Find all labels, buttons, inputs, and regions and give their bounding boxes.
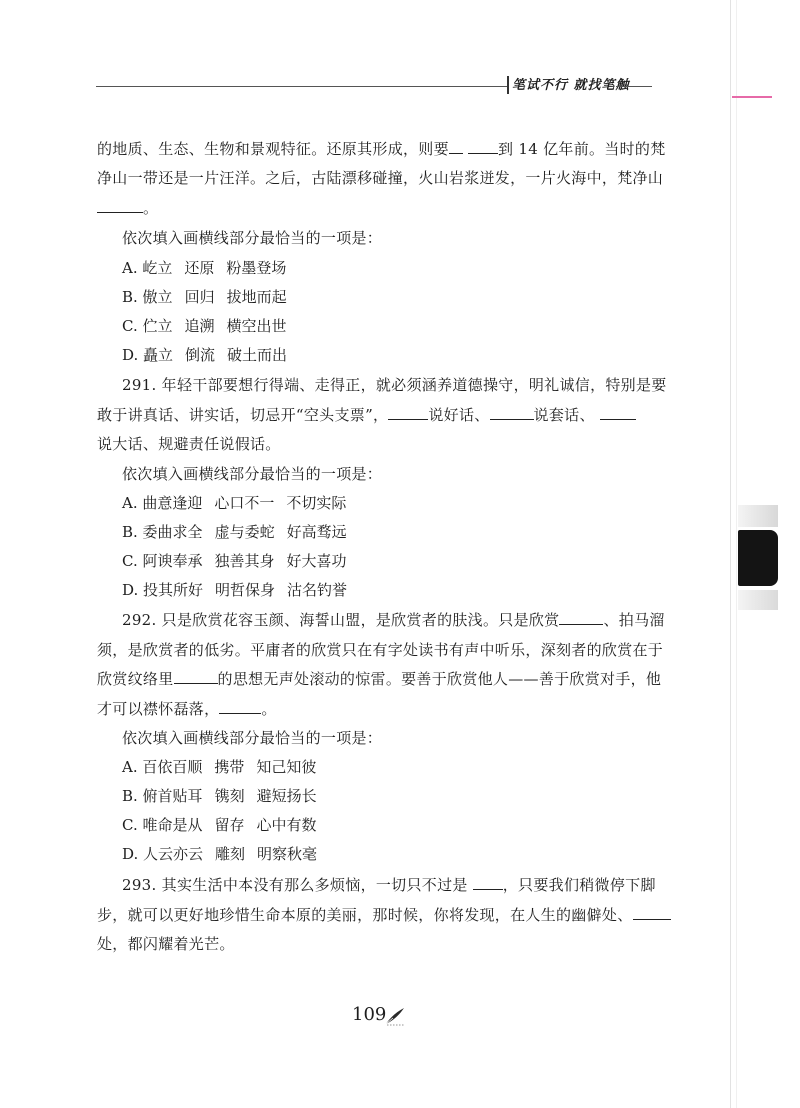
- option-word: 破土而出: [227, 346, 288, 364]
- option-a: [122, 494, 346, 512]
- fill-blank: [490, 406, 534, 420]
- fill-blank: [559, 611, 603, 625]
- question-prompt: 依次填入画横线部分最恰当的一项是：: [122, 229, 383, 247]
- text-segment: 说套话、: [533, 406, 595, 424]
- question-292-line: 须，是欣赏者的低劣。平庸者的欣赏只在有字处读书有声中听乐，深刻者的欣赏在于: [97, 641, 664, 659]
- question-293-line: [122, 876, 656, 894]
- text-segment: 说好话、: [428, 406, 490, 424]
- option-a: [122, 259, 286, 277]
- option-word: 留存: [214, 816, 245, 834]
- option-word: 追溯: [184, 317, 215, 335]
- fill-blank: [468, 140, 498, 154]
- text-segment: 、拍马溜: [603, 611, 665, 629]
- option-a: [122, 758, 316, 776]
- option-word: 还原: [184, 259, 215, 277]
- text-segment: ，只要我们稍微停下脚: [502, 876, 656, 894]
- option-d: [122, 845, 317, 863]
- option-word: 倒流: [185, 346, 216, 364]
- question-292-line: [122, 611, 665, 629]
- question-293-line: 处，都闪耀着光芒。: [97, 935, 235, 953]
- fill-blank: [388, 406, 428, 420]
- header-rule: [616, 86, 652, 87]
- option-word: 明哲保身: [215, 581, 276, 599]
- text-segment: 292. 只是欣赏花容玉颜、海誓山盟，是欣赏者的肤浅。只是欣赏: [122, 611, 560, 629]
- header-rule: [96, 86, 508, 87]
- fill-blank: [473, 876, 503, 890]
- option-word: 回归: [184, 288, 215, 306]
- option-word: C. 唯命是从: [122, 816, 203, 834]
- option-word: B. 委曲求全: [122, 523, 203, 541]
- page-edge-line: [730, 0, 731, 1108]
- question-292-line: [97, 670, 661, 688]
- fill-blank: [97, 199, 143, 213]
- text-segment: 。: [261, 700, 277, 718]
- option-word: 好高骛远: [286, 523, 347, 541]
- option-word: 避短扬长: [256, 787, 317, 805]
- option-d: [122, 581, 347, 599]
- option-word: 独善其身: [214, 552, 275, 570]
- question-291-line: 说大话、规避责任说假话。: [97, 435, 281, 453]
- option-word: 横空出世: [226, 317, 287, 335]
- question-291-line: 291. 年轻干部要想行得端、走得正，就必须涵养道德操守，明礼诚信，特别是要: [122, 376, 667, 394]
- question-291-line: [97, 406, 636, 424]
- text-segment: 的地质、生态、生物和景观特征。还原其形成，则要: [97, 140, 449, 158]
- option-word: C. 阿谀奉承: [122, 552, 203, 570]
- text-segment: 293. 其实生活中本没有那么多烦恼，一切只不过是: [122, 876, 468, 894]
- option-word: 明察秋毫: [257, 845, 318, 863]
- question-prompt: 依次填入画横线部分最恰当的一项是：: [122, 729, 383, 747]
- edge-shadow: [738, 505, 778, 527]
- pink-edge-mark: [732, 96, 772, 98]
- text-line: [97, 199, 158, 217]
- option-word: D. 人云亦云: [122, 845, 204, 863]
- option-word: 雕刻: [215, 845, 246, 863]
- page-edge-line: [736, 0, 737, 1108]
- option-word: 镌刻: [214, 787, 245, 805]
- text-line: [97, 140, 666, 158]
- option-word: B. 俯首贴耳: [122, 787, 203, 805]
- option-word: 心口不一: [214, 494, 275, 512]
- text-segment: 才可以襟怀磊落，: [97, 700, 220, 718]
- option-word: 心中有数: [256, 816, 317, 834]
- text-segment: 敢于讲真话、讲实话，切忌开“空头支票”，: [97, 406, 389, 424]
- text-segment: 步，就可以更好地珍惜生命本原的美丽，那时候，你将发现，在人生的幽僻处、: [97, 906, 633, 924]
- question-prompt: 依次填入画横线部分最恰当的一项是：: [122, 465, 383, 483]
- running-header: 笔试不行 就找笔触: [512, 78, 630, 93]
- page-number: 109: [352, 1004, 387, 1025]
- edge-shadow: [738, 590, 778, 610]
- header-divider: [507, 76, 509, 94]
- option-word: 知己知彼: [256, 758, 317, 776]
- option-word: 沽名钓誉: [287, 581, 348, 599]
- fill-blank: [600, 406, 636, 420]
- thumb-index-tab: [738, 530, 778, 586]
- option-b: [122, 787, 317, 805]
- option-b: [122, 523, 347, 541]
- option-c: [122, 552, 347, 570]
- option-word: A. 百依百顺: [122, 758, 203, 776]
- fill-blank: [633, 906, 671, 920]
- option-b: [122, 288, 287, 306]
- text-segment: 到 14 亿年前。当时的梵: [497, 140, 666, 158]
- question-293-line: [97, 906, 671, 924]
- fill-blank: [219, 700, 261, 714]
- option-word: 不切实际: [286, 494, 347, 512]
- option-word: 粉墨登场: [226, 259, 287, 277]
- option-word: B. 傲立: [122, 288, 173, 306]
- option-word: D. 矗立: [122, 346, 174, 364]
- option-c: [122, 816, 317, 834]
- option-word: A. 曲意逢迎: [122, 494, 203, 512]
- text-segment: 。: [143, 199, 159, 217]
- text-segment: 的思想无声处滚动的惊雷。要善于欣赏他人——善于欣赏对手，他: [217, 670, 662, 688]
- option-word: D. 投其所好: [122, 581, 204, 599]
- option-word: 拔地而起: [226, 288, 287, 306]
- option-word: 好大喜功: [286, 552, 347, 570]
- option-word: C. 伫立: [122, 317, 173, 335]
- option-c: [122, 317, 287, 335]
- option-word: 携带: [214, 758, 245, 776]
- option-word: 虚与委蛇: [214, 523, 275, 541]
- question-292-line: [97, 700, 277, 718]
- option-word: A. 屹立: [122, 259, 173, 277]
- fill-blank: [174, 670, 218, 684]
- text-segment: 欣赏纹络里: [97, 670, 174, 688]
- fill-blank: [449, 140, 463, 154]
- quill-icon: [384, 1006, 406, 1026]
- text-line: 净山一带还是一片汪洋。之后，古陆漂移碰撞，火山岩浆迸发，一片火海中，梵净山: [97, 169, 664, 187]
- option-d: [122, 346, 287, 364]
